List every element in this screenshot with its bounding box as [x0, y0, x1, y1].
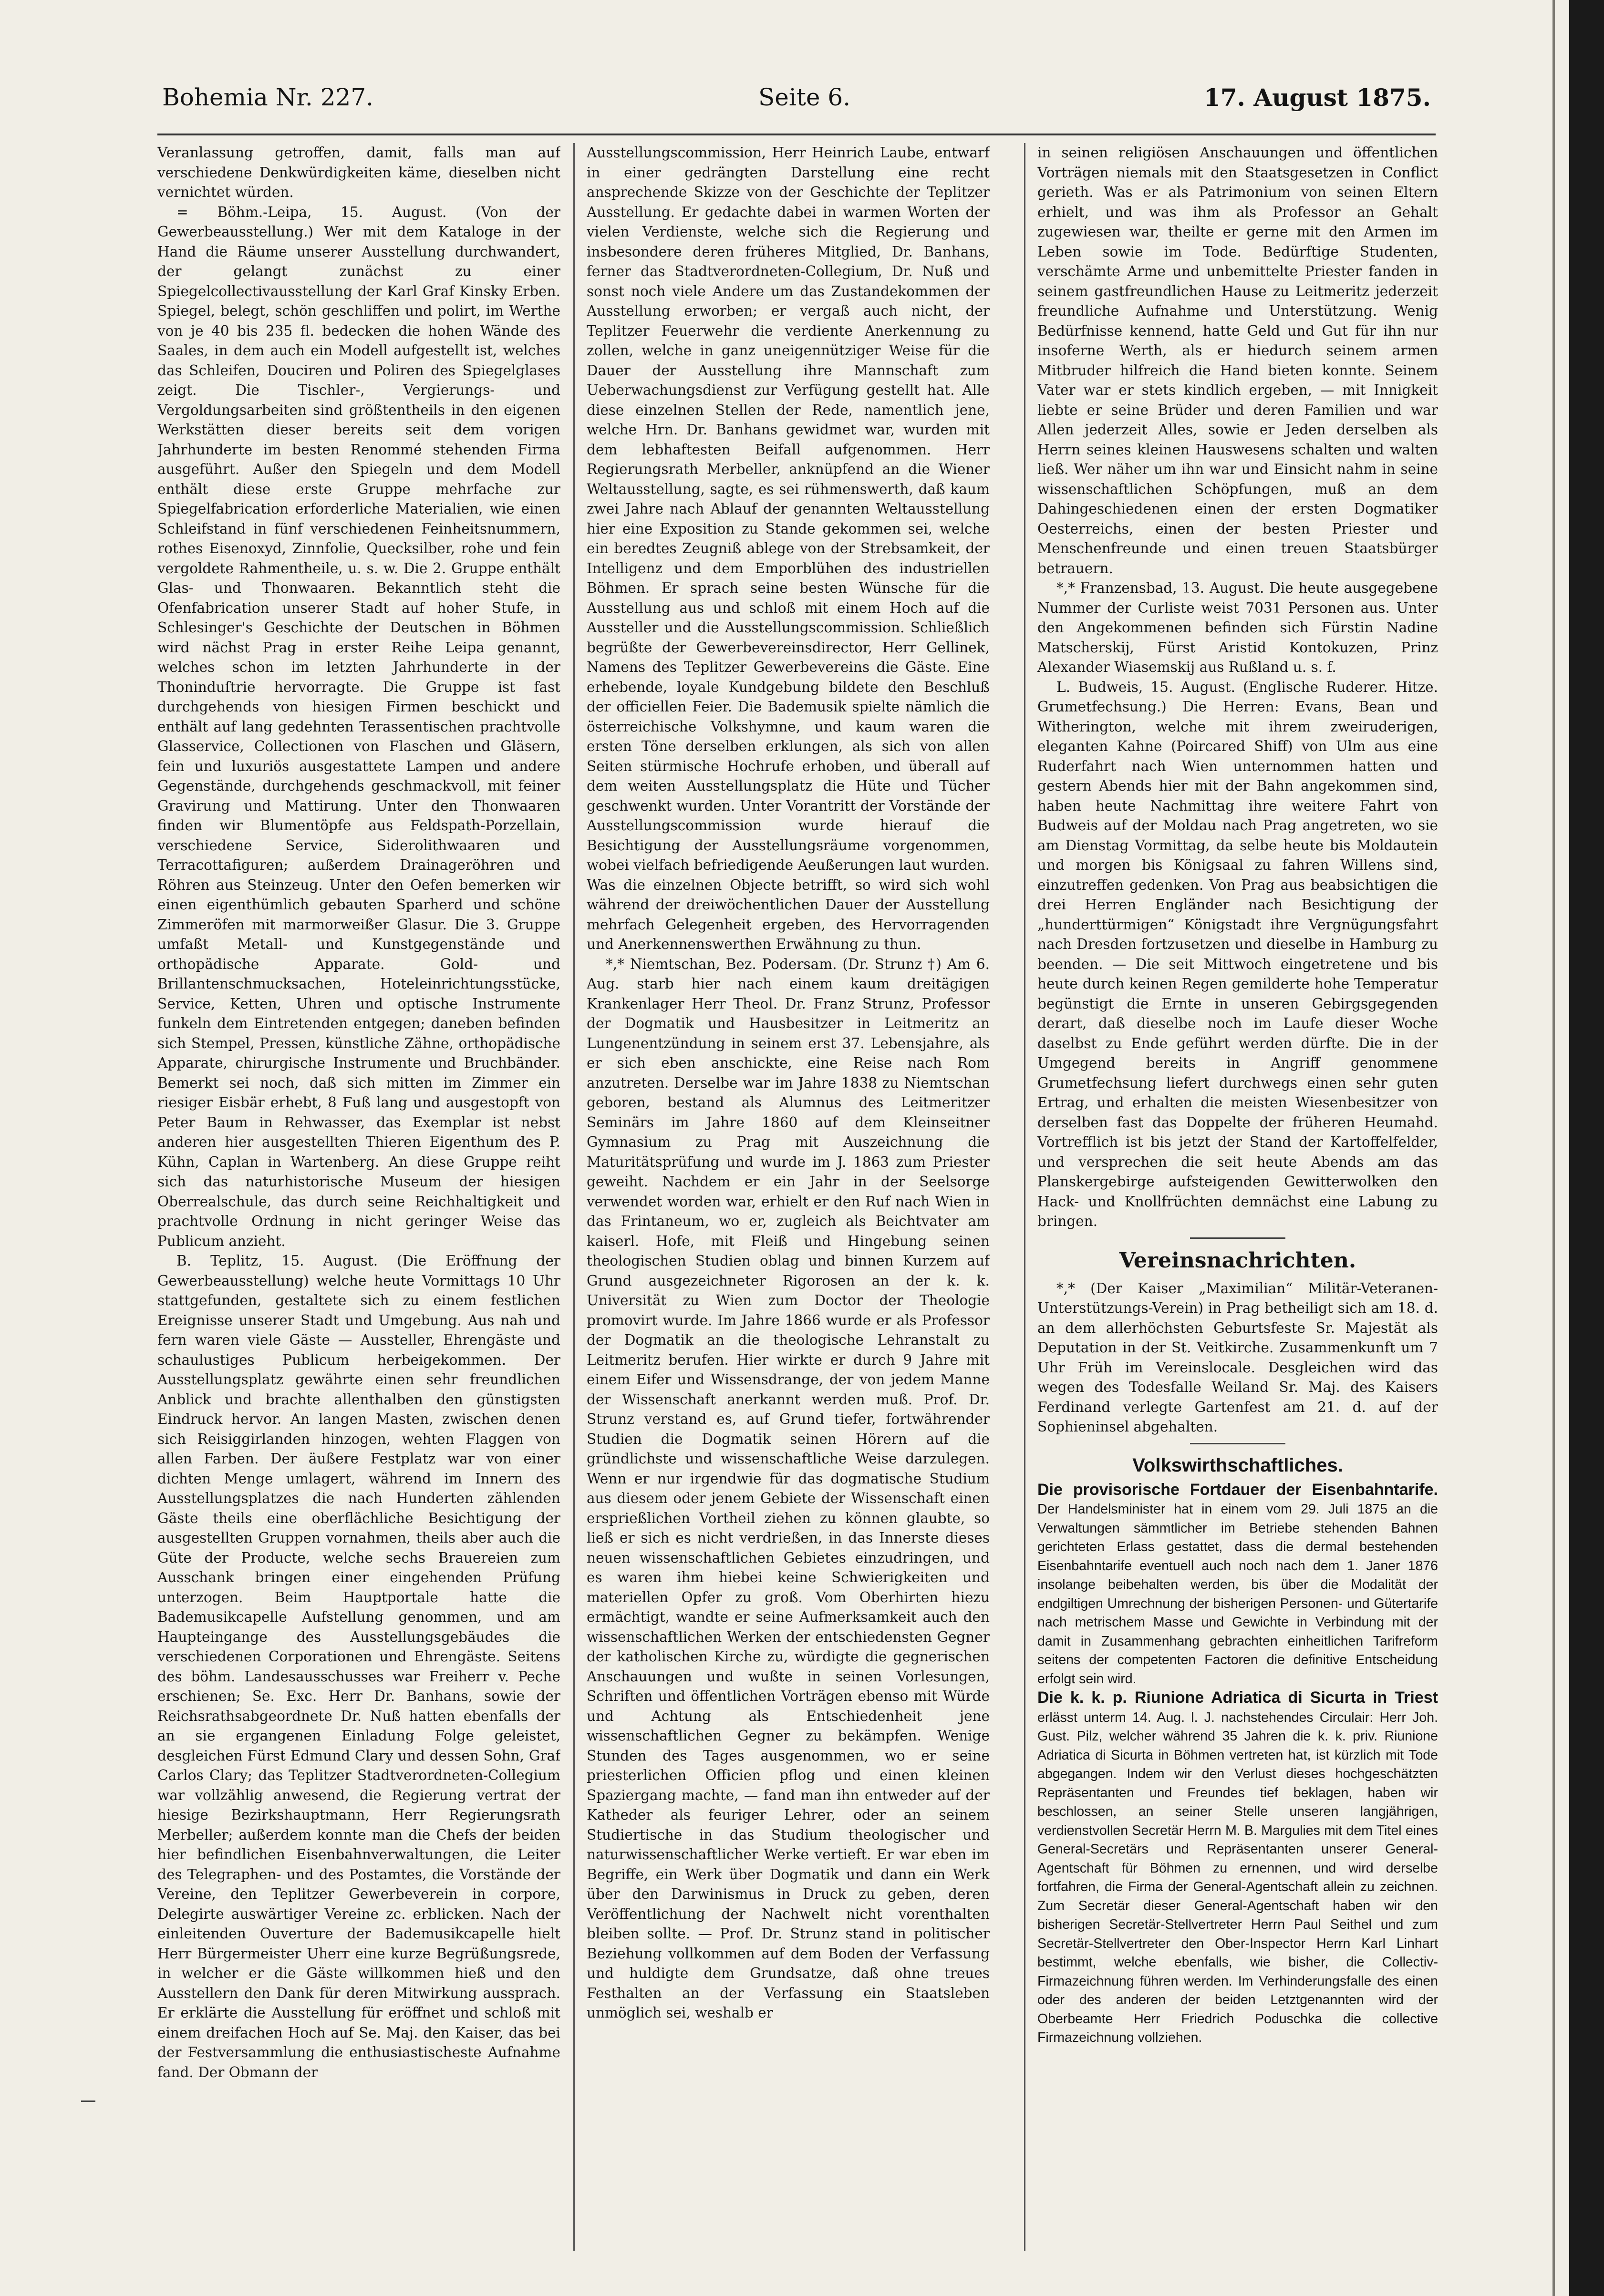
issue-date: 17. August 1875. [1203, 83, 1431, 112]
header-rule [157, 134, 1436, 135]
article-eisenbahntarife [1037, 1481, 1438, 1689]
article-teplitz: B. Teplitz, 15. August. (Die Eröffnung der Gewerbeausstellung) welche heute Vormittags 10 Uhr stattgefunden, gestaltete sich zu einem festlichen Ereignisse unserer Stadt und Umgebung. Aus nah und fern waren viele Gäste — Aussteller, Ehrengäste und schaulustiges Publicum herbeigekommen. Der Ausstellungsplatz gewährte einen sehr freundlichen Anblick und brachte allenthalben den günstigsten Eindruck hervor. An langen Masten, zwischen denen sich Reisiggirlanden hinzogen, wehten Flaggen von allen Farben. Der äußere Festplatz war von einer dichten Menge umlagert, während im Innern des Ausstellungsplatzes die nach Hunderten zählenden Gäste theils eine oberflächliche Besichtigung der ausgestellten Gruppen vornahmen, theils aber auch die Güte der Producte, welche sechs Brauereien zum Ausschank bringen einer eingehenden Prüfung unterzogen. Beim Hauptportale hatte die Bademusikcapelle Aufstellung genommen, und am Haupteingange des Ausstellungsgebäudes die verschiedenen Corporationen und Ehrengäste. Seitens des böhm. Landesausschusses war Freiherr v. Peche erschienen; Se. Exc. Herr Dr. Banhans, sowie der Reichsrathsabgeordnete Dr. Nuß hatten ebenfalls der an sie ergangenen Einladung Folge geleistet, desgleichen Fürst Edmund Clary und dessen Sohn, Graf Carlos Clary; das Teplitzer Stadtverordneten-Collegium war vollzählig anwesend, die Regierung vertrat der hiesige Bezirkshauptmann, Herr Regierungsrath Merbeller; außerdem konnte man die Chefs der beiden hier befindlichen Eisenbahnverwaltungen, die Leiter des Telegraphen- und des Postamtes, die Vorstände der Vereine, den Teplitzer Gewerbeverein in corpore, Delegirte auswärtiger Vereine zc. erblicken. Nach der einleitenden Ouverture der Bademusikcapelle hielt Herr Bürgermeister Uherr eine kurze Begrüßungsrede, in welcher er die Gäste willkommen hieß und den Ausstellern den Dank für deren Mitwirkung aussprach. Er erklärte die Ausstellung für eröffnet und schloß mit einem dreifachen Hoch auf Se. Maj. den Kaiser, das bei der Festversammlung die enthusiastischeste Aufnahme fand. Der Obmann der [157, 1253, 560, 2080]
page-header [162, 83, 1431, 131]
economics-section [1037, 1481, 1438, 2048]
article-body: Der Handelsminister hat in einem vom 29. Juli 1875 an die Verwaltungen sämmtlicher im Betriebe stehenden Bahnen gerichteten Erlass gestattet, dass die dermal bestehenden Eisenbahntarife eventuell auch noch nach dem 1. Janer 1876 insolange beibehalten werden, bis über die Modalität der endgiltigen Umrechnung der bisherigen Personen- und Gütertarife nach metrischem Masse und Gewichte in Verbindung mit der damit in Zusammenhang gebrachten einheitlichen Tarifreform seitens der competenten Factoren die definitive Entscheidung erfolgt sein wird. [1037, 1502, 1438, 1687]
section-separator [1190, 1237, 1285, 1239]
column-3 [1037, 143, 1438, 2251]
article-continuation: Veranlassung getroffen, damit, falls man auf verschiedene Denkwürdigkeiten käme, dieselben nicht vernichtet würden. [157, 144, 560, 200]
article-veteranen-verein: *,* (Der Kaiser „Maximilian“ Militär-Veteranen-Unterstützungs-Verein) in Prag betheiligt sich am 18. d. an dem allerhöchsten Geburtsfeste Sr. Majestät als Deputation in der St. Veitkirche. Zusammenkunft um 7 Uhr Früh im Vereinslocale. Desgleichen wird das wegen des Todesfalle Weiland Sr. Maj. des Kaisers Ferdinand verlegte Gartenfest am 21. d. auf der Sophieninsel abgehalten. [1037, 1280, 1438, 1435]
article-budweis: L. Budweis, 15. August. (Englische Ruderer. Hitze. Grumetfechsung.) Die Herren: Evans, Bean und Witherington, welche mit ihrem zweiruderigen, eleganten Kahne (Poircared Shiff) von Ulm aus eine Ruderfahrt nach Wien unternommen hatten und gestern Abends hier mit der Bahn angekommen sind, haben heute Nachmittag ihre weitere Fahrt von Budweis auf der Moldau nach Prag angetreten, wo sie am Dienstag Vormittag, da selbe heute bis Moldautein und morgen bis Königsaal zu fahren Willens sind, einzutreffen gedenken. Von Prag aus beabsichtigen die drei Herren Engländer nach Besichtigung der „hunderttürmigen“ Königstadt ihre Vergnügungsfahrt nach Dresden fortzusetzen und dieselbe in Hamburg zu beenden. — Die seit Mittwoch eingetretene und bis heute durch keinen Regen gemilderte hohe Temperatur begünstigt die Ernte in unseren Gebirgsgegenden derart, daß dieselbe noch im Laufe dieser Woche daselbst zu Ende geführt werden dürfte. Die in der Umgegend bereits in Angriff genommene Grumetfechsung liefert durchwegs einen sehr guten Ertrag, und erhalten die meisten Wiesenbesitzer von derselben fast das Doppelte der früheren Heumahd. Vortrefflich ist bis jetzt der Stand der Kartoffelfelder, und versprechen die seit heute Abends am das Planskergebirge aufsteigenden Gewitterwolken den Hack- und Knollfrüchten demnächst eine Labung zu bringen. [1037, 679, 1438, 1229]
article-riunione-adriatica [1037, 1689, 1438, 2048]
column-divider [1024, 143, 1025, 2251]
column-1 [157, 143, 560, 2251]
article-teplitz-continued: Ausstellungscommission, Herr Heinrich Laube, entwarf in einer gedrängten Darstellung eine recht ansprechende Skizze von der Geschichte der Teplitzer Ausstellung. Er gedachte dabei in warmen Worten der vielen Verdienste, welche sich die Regierung und insbesondere deren früheres Mitglied, Dr. Banhans, ferner das Stadtverordneten-Collegium, Dr. Nuß und sonst noch viele Andere um das Zustandekommen der Ausstellung erworben; er vergaß auch nicht, der Teplitzer Feuerwehr die verdiente Anerkennung zu zollen, welche in ganz uneigennütziger Weise für die Dauer der Ausstellung ihre Mannschaft zum Ueberwachungsdienst zur Verfügung gestellt hat. Alle diese einzelnen Stellen der Rede, namentlich jene, welche Hrn. Dr. Banhans gewidmet war, wurden mit dem lebhaftesten Beifall aufgenommen. Herr Regierungsrath Merbeller, anknüpfend an die Wiener Weltausstellung, sagte, es sei rühmenswerth, daß kaum zwei Jahre nach Ablauf der genannten Weltausstellung hier eine Exposition zu Stande gekommen sei, welche ein beredtes Zeugniß ablege von der Strebsamkeit, der Intelligenz und dem Emporblühen des industriellen Böhmen. Er sprach seine besten Wünsche für die Ausstellung aus und schloß mit einem Hoch auf die Aussteller und die Ausstellungscommission. Schließlich begrüßte der Gewerbevereinsdirector, Herr Gellinek, Namens des Teplitzer Gewerbevereins die Gäste. Eine erhebende, loyale Kundgebung bildete den Beschluß der officiellen Feier. Die Bademusik spielte nämlich die österreichische Volkshymne, und kaum waren die ersten Töne derselben erklungen, als sich von allen Seiten stürmische Hochrufe erhoben, und überall auf dem weiten Ausstellungsplatz die Hüte und Tücher geschwenkt wurden. Unter Vorantritt der Vorstände der Ausstellungscommission wurde hierauf die Besichtigung der Ausstellungsräume vorgenommen, wobei vielfach befriedigende Aeußerungen laut wurden. Was die einzelnen Objecte betrifft, so wird sich wohl während der dreiwöchentlichen Dauer der Ausstellung mehrfach Gelegenheit ergeben, des Hervorragenden und Anerkennenswerthen Erwähnung zu thun. [587, 144, 990, 952]
article-franzensbad: *,* Franzensbad, 13. August. Die heute ausgegebene Nummer der Curliste weist 7031 Personen aus. Unter den Angekommenen befinden sich Fürstin Nadine Matscherskij, Fürst Aristid Kontokuzen, Prinz Alexander Wiasemskij aus Rußland u. s. f. [1037, 580, 1438, 675]
margin-mark [81, 2100, 95, 2102]
article-niemtschan: *,* Niemtschan, Bez. Podersam. (Dr. Strunz †) Am 6. Aug. starb hier nach einem kaum dreitägigen Krankenlager Herr Theol. Dr. Franz Strunz, Professor der Dogmatik und Hausbesitzer in Leitmeritz an Lungenentzündung in seinem erst 37. Lebensjahre, als er sich eben anschickte, eine Reise nach Rom anzutreten. Derselbe war im Jahre 1838 zu Niemtschan geboren, bestand als Alumnus des Leitmeritzer Seminärs im Jahre 1860 auf dem Kleinseitner Gymnasium zu Prag mit Auszeichnung die Maturitätsprüfung und wurde im J. 1863 zum Priester geweiht. Nachdem er ein Jahr in der Seelsorge verwendet worden war, erhielt er den Ruf nach Wien in das Frintaneum, wo er, zugleich als Beichtvater am kaiserl. Hofe, mit Fleiß und Hingebung seinen theologischen Studien oblag und binnen Kurzem auf Grund ausgezeichneter Rigorosen an der k. k. Universität zu Wien zum Doctor der Theologie promovirt wurde. Im Jahre 1866 wurde er als Professor der Dogmatik an die theologische Lehranstalt zu Leitmeritz berufen. Hier wirkte er durch 9 Jahre mit einem Eifer und Wissensdrange, der von jedem Manne der Wissenschaft anerkannt werden muß. Prof. Dr. Strunz verstand es, auf Grund tiefer, fortwährender Studien die Dogmatik seinen Hörern auf die gründlichste und wissenschaftliche Weise darzulegen. Wenn er nur irgendwie für das dogmatische Studium aus diesem oder jenem Gebiete der Wissenschaft einen ersprießlichen Vortheil ziehen zu können glaubte, so ließ er sich es nicht verdrießen, in das Innerste dieses neuen wissenschaftlichen Gebietes einzudringen, und es waren ihm hiebei keine Schwierigkeiten und materiellen Opfer zu groß. Vom Oberhirten hiezu ermächtigt, wandte er seine Aufmerksamkeit auch den wissenschaftlichen Werken der entschiedensten Gegner der katholischen Kirche zu, würdigte die gegnerischen Anschauungen und wußte in seinen Vorlesungen, Schriften und öffentlichen Vorträgen ebenso mit Würde und Achtung als Entschiedenheit jene wissenschaftlichen Gegner zu bekämpfen. Wenige Stunden des Tages ausgenommen, wo er seine priesterlichen Officien pflog und einen kleinen Spaziergang machte, — fand man ihn entweder auf der Katheder als feuriger Lehrer, oder an seinem Studiertische in das Studium theologischer und naturwissenschaftlicher Werke vertieft. Er war eben im Begriffe, ein Werk über Dogmatik und dann ein Werk über den Darwinismus in Druck zu geben, deren Veröffentlichung der Nachwelt nicht vorenthalten bleiben sollte. — Prof. Dr. Strunz stand in politischer Beziehung vollkommen auf dem Boden der Verfassung und huldigte dem Grundsatze, daß ohne treues Festhalten an der Verfassung ein Staatsleben unmöglich sei, weshalb er [587, 956, 990, 2021]
article-boehm-leipa: = Böhm.-Leipa, 15. August. (Von der Gewerbeausstellung.) Wer mit dem Kataloge in der Hand die Räume unserer Ausstellung durchwandert, der gelangt zunächst zu einer Spiegelcollectivausstellung der Karl Graf Kinsky Erben. Spiegel, belegt, schön geschliffen und polirt, im Werthe von je 40 bis 235 fl. bedecken die hohen Wände des Saales, in dem auch ein Modell aufgestellt ist, welches das Schleifen, Douciren und Poliren des Spiegelglases zeigt. Die Tischler-, Vergierungs- und Vergoldungsarbeiten sind größtentheils in den eigenen Werkstätten dieser bereits seit dem vorigen Jahrhunderte im besten Renommé stehenden Firma ausgeführt. Außer den Spiegeln und dem Modell enthält diese erste Gruppe mehrfache zur Spiegelfabrication erforderliche Materialien, wie einen Schleifstand in fünf verschiedenen Feinheitsnummern, rothes Eisenoxyd, Zinnfolie, Quecksilber, rohe und fein vergoldete Rahmentheile, u. s. w. Die 2. Gruppe enthält Glas- und Thonwaaren. Bekanntlich steht die Ofenfabrication unserer Stadt auf hoher Stufe, in Schlesinger's Geschichte der Deutschen in Böhmen wird nächst Prag in erster Reihe Leipa genannt, welches schon im letzten Jahrhunderte in der Thoninduſtrie hervorragte. Die Gruppe ist fast durchgehends von hiesigen Firmen beschickt und enthält auf lang gedehnten Terassentischen prachtvolle Glasservice, Collectionen von Flaschen und Gläsern, fein und luxuriös ausgestattete Lampen und andere Gegenstände, durchgehends geschmackvoll, mit feiner Gravirung und Mattirung. Unter den Thonwaaren finden wir Blumentöpfe aus Feldspath-Porzellain, verschiedene Service, Siderolithwaaren und Terracottafiguren; außerdem Drainageröhren und Röhren aus Steinzeug. Unter den Oefen bemerken wir einen eigenthümlich gebauten Sparherd und schöne Zimmeröfen mit marmorweißer Glasur. Die 3. Gruppe umfaßt Metall- und Kunstgegenstände und orthopädische Apparate. Gold- und Brillantenschmucksachen, Hoteleinrichtungsstücke, Service, Ketten, Uhren und optische Instrumente funkeln dem Eintretenden entgegen; daneben befinden sich Stempel, Pressen, künstliche Zähne, orthopädische Apparate, chirurgische Instrumente und Bruchbänder. Bemerkt sei noch, daß sich mitten im Zimmer ein riesiger Eisbär erhebt, 8 Fuß lang und ausgestopft von Peter Baum in Rehwasser, das Exemplar ist nebst anderen hier ausgestellten Thieren Eigenthum des P. Kühn, Caplan in Wartenberg. An diese Gruppe reiht sich das naturhistorische Museum der hiesigen Oberrealschule, das durch seine Reichhaltigkeit und prachtvolle Ordnung in nicht geringer Weise das Publicum anzieht. [157, 204, 560, 1249]
column-2 [587, 143, 990, 2251]
page-number: Seite 6. [758, 83, 851, 111]
article-lead: Die provisorische Fortdauer der Eisenbahntarife. [1037, 1480, 1438, 1499]
binding-edge [1552, 0, 1555, 2296]
section-separator [1190, 1443, 1285, 1444]
scan-border [1569, 0, 1604, 2296]
section-heading-vereinsnachrichten: Vereinsnachrichten. [1119, 1248, 1356, 1273]
article-niemtschan-continued: in seinen religiösen Anschauungen und öffentlichen Vorträgen niemals mit den Staatsgesetzen in Conflict gerieth. Was er als Patrimonium von seinen Eltern erhielt, und was ihm als Professor an Gehalt zugewiesen war, theilte er gerne mit den Armen im Leben sowie im Tode. Bedürftige Studenten, verschämte Arme und unbemittelte Priester fanden in seinem gastfreundlichen Hause zu Leitmeritz jederzeit freundliche Aufnahme und Unterstützung. Wenig Bedürfnisse kennend, hatte Geld und Gut für ihn nur insoferne Werth, als er hiedurch seinem armen Mitbruder hilfreich die Hand bieten konnte. Seinem Vater war er stets kindlich ergeben, — mit Innigkeit liebte er seine Brüder und deren Familien und war Allen jederzeit Alles, sowie er Jeden derselben als Herrn seines kleinen Hauswesens schalten und walten ließ. Wer näher um ihn war und Einsicht nahm in seine wissenschaftlichen Schöpfungen, muß an dem Dahingeschiedenen einen der ersten Dogmatiker Oesterreichs, einen der besten Priester und Menschenfreunde und einen treuen Staatsbürger betrauern. [1037, 144, 1438, 577]
issue-number: Bohemia Nr. 227. [162, 83, 374, 111]
article-body: erlässt unterm 14. Aug. l. J. nachstehendes Circulair: Herr Joh. Gust. Pilz, welcher während 35 Jahren die k. k. priv. Riunione Adriatica di Sicurta in Böhmen vertreten hat, ist kürzlich mit Tode abgegangen. Indem wir den Verlust dieses hochgeschätzten Repräsentanten und Freundes tief beklagen, haben wir beschlossen, an seiner Stelle unseren langjährigen, verdienstvollen Secretär Herrn M. B. Margulies mit dem Titel eines General-Secretärs und Repräsentanten unserer General-Agentschaft für Böhmen zu ernennen, und wird derselbe fortfahren, die Firma der General-Agentschaft allein zu zeichnen. Zum Secretär dieser General-Agentschaft haben wir den bisherigen Secretär-Stellvertreter Herrn Paul Seithel und zum Secretär-Stellvertreter den Ober-Inspector Herrn Karl Linhart bestimmt, welche ebenfalls, wie bisher, die Collectiv-Firmazeichnung führen werden. Im Verhinderungsfalle des einen oder des anderen der beiden Letztgenannten wird der Oberbeamte Herr Friedrich Poduschka die collective Firmazeichnung vollziehen. [1037, 1709, 1438, 2045]
section-heading-volkswirthschaftliches: Volkswirthschaftliches. [1132, 1454, 1343, 1476]
column-divider [573, 143, 575, 2251]
article-lead: Die k. k. p. Riunione Adriatica di Sicurta in Triest [1037, 1689, 1438, 1707]
